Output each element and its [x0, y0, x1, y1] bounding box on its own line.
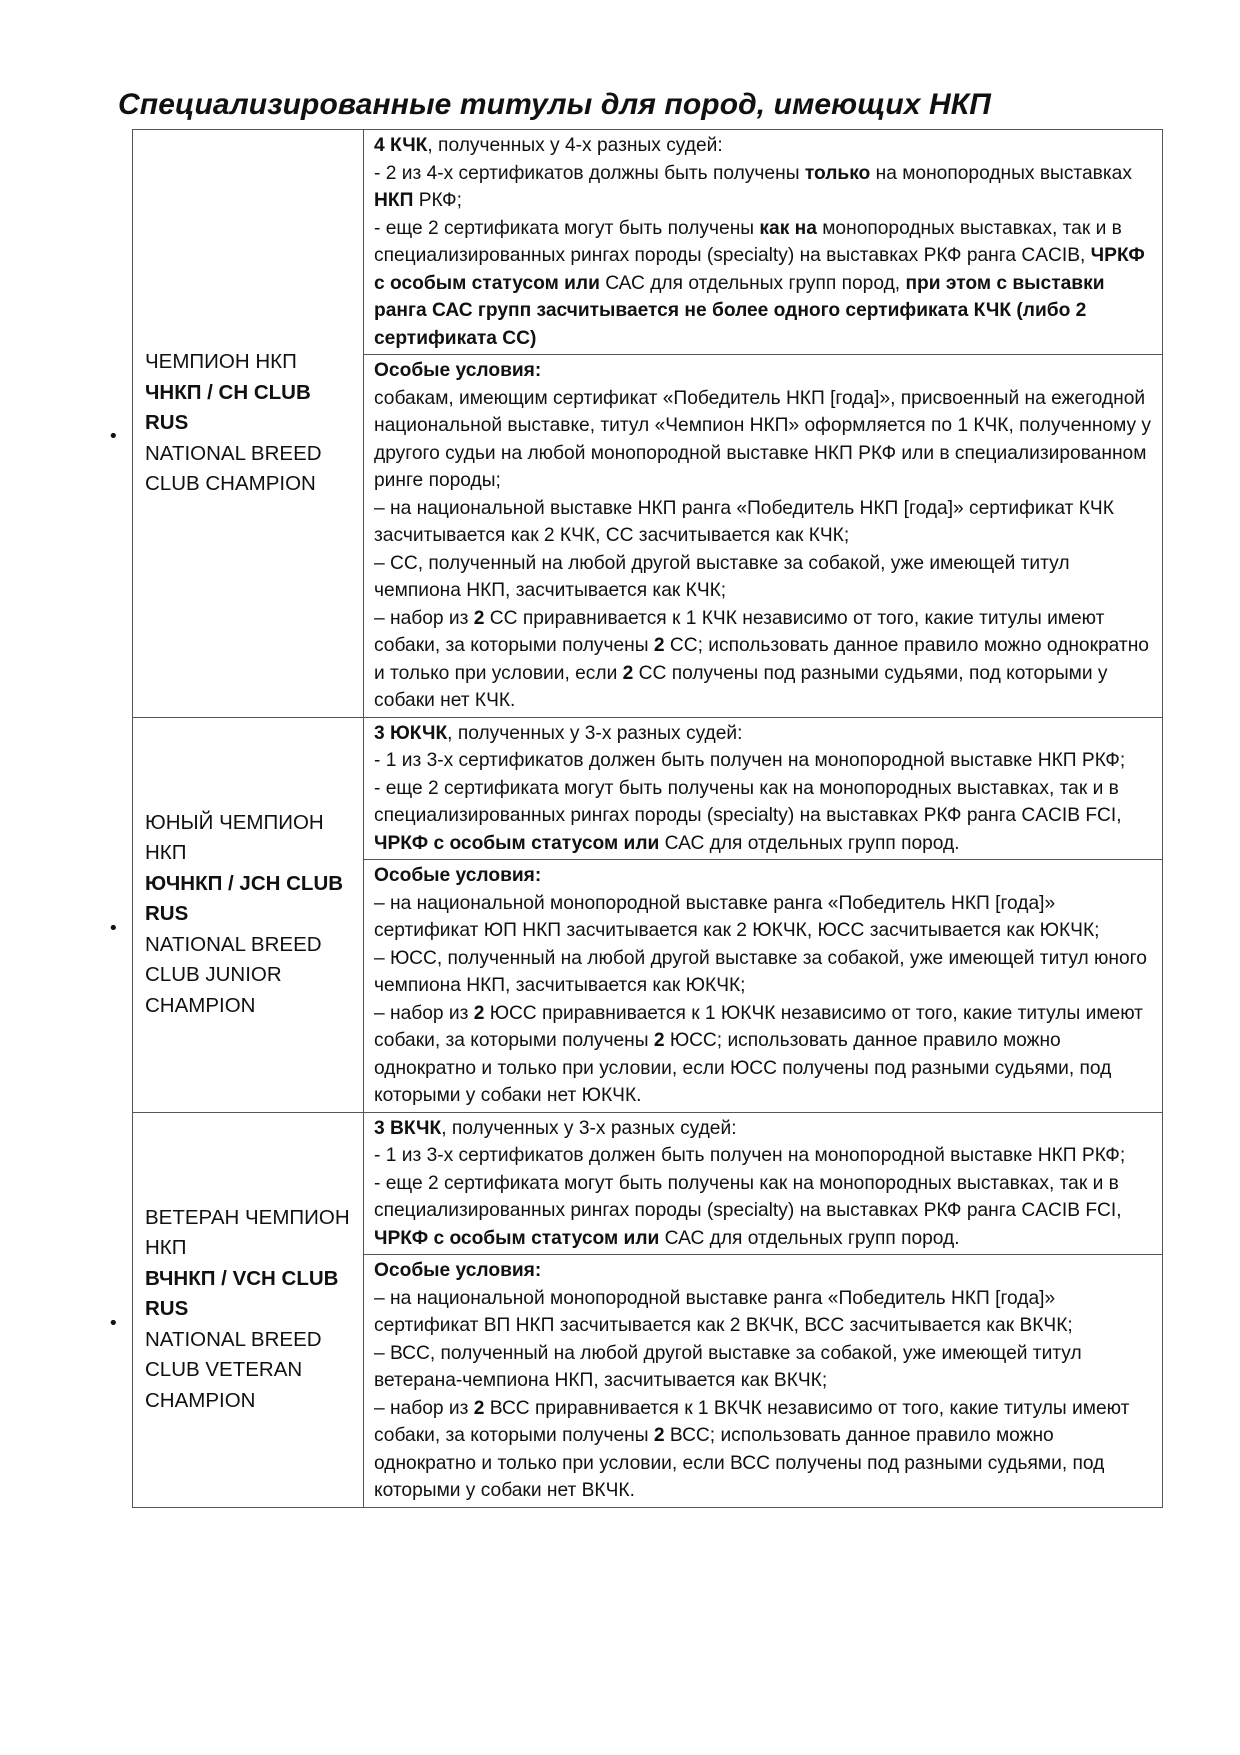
- requirement-paragraph: [374, 775, 1154, 858]
- requirement-paragraph: [374, 720, 1154, 748]
- bold-text-run: ЧРКФ с особым статусом или: [374, 832, 660, 854]
- special-condition-paragraph: [374, 1340, 1154, 1395]
- title-name-cell: [133, 130, 364, 718]
- text-run: – на национальной монопородной выставке ранга «Победитель НКП [года]» сертификат ЮП НКП засчитывается как 2 ЮКЧК, ЮСС засчитывается как ЮКЧК;: [374, 892, 1100, 941]
- special-condition-paragraph: [374, 495, 1154, 550]
- requirement-paragraph: [374, 1170, 1154, 1253]
- title-name-en: NATIONAL BREED CLUB JUNIOR CHAMPION: [145, 932, 322, 1017]
- bold-text-run: Особые условия:: [374, 865, 542, 886]
- text-run: РКФ;: [413, 190, 462, 211]
- text-run: , полученных у 3-х разных судей:: [447, 722, 743, 744]
- title-name-cell: [133, 717, 364, 1112]
- title-name-en: NATIONAL BREED CLUB CHAMPION: [145, 441, 322, 495]
- bold-text-run: при этом с выставки ранга САС групп засчитывается не более одного сертификата КЧК (либо 2 сертификата СС): [374, 272, 1105, 349]
- bold-text-run: 4 КЧК: [374, 135, 428, 156]
- special-conditions-cell: [364, 1255, 1163, 1508]
- text-run: - 1 из 3-х сертификатов должен быть получен на монопородной выставке НКП РКФ;: [374, 1145, 1126, 1166]
- title-abbreviation: ЮЧНКП / JCH CLUB RUS: [145, 871, 344, 926]
- special-condition-paragraph: [374, 890, 1154, 945]
- text-run: – ВСС, полученный на любой другой выставке за собакой, уже имеющей титул ветерана-чемпиона НКП, засчитывается как ВКЧК;: [374, 1342, 1082, 1391]
- title-row-veteran-champion: [133, 1112, 1163, 1255]
- bold-text-run: 2: [622, 662, 634, 684]
- title-name-ru: ВЕТЕРАН ЧЕМПИОН НКП: [145, 1205, 350, 1260]
- special-condition-paragraph: [374, 385, 1154, 495]
- bold-text-run: 2: [473, 607, 485, 629]
- special-conditions-cell: [364, 355, 1163, 718]
- text-run: ЮСС; использовать данное правило можно однократно и только при условии, если ЮСС получены под разными судьями, под которыми у собаки нет ЮКЧК.: [374, 1030, 1112, 1106]
- bold-text-run: 2: [473, 1397, 485, 1419]
- bold-text-run: ЧРКФ с особым статусом или: [374, 1227, 660, 1249]
- text-run: ЮСС приравнивается к 1 ЮКЧК независимо от того, какие титулы имеют собаки, за которыми получены: [374, 1002, 1143, 1051]
- text-run: – СС, полученный на любой другой выставке за собакой, уже имеющей титул чемпиона НКП, засчитывается как КЧК;: [374, 552, 1070, 601]
- title-abbreviation: ЧНКП / CH CLUB RUS: [145, 380, 311, 434]
- text-run: ВСС приравнивается к 1 ВКЧК независимо от того, какие титулы имеют собаки, за которыми получены: [374, 1397, 1130, 1446]
- requirements-cell: [364, 1112, 1163, 1255]
- special-condition-paragraph: [374, 550, 1154, 605]
- requirement-paragraph: [374, 132, 1154, 160]
- text-run: САС для отдельных групп пород.: [659, 832, 960, 854]
- text-run: САС для отдельных групп пород,: [599, 272, 906, 294]
- bold-text-run: 2: [653, 635, 665, 656]
- text-run: – набор из: [374, 1002, 474, 1024]
- requirement-paragraph: [374, 747, 1154, 775]
- text-run: СС; использовать данное правило можно однократно и только при условии, если: [374, 635, 1149, 684]
- special-condition-paragraph: [374, 1000, 1154, 1110]
- bold-text-run: Особые условия:: [374, 360, 542, 381]
- text-run: , полученных у 4-х разных судей:: [427, 135, 723, 156]
- bold-text-run: 2: [653, 1425, 665, 1446]
- title-name-cell: [133, 1112, 364, 1507]
- text-run: собакам, имеющим сертификат «Победитель НКП [года]», присвоенный на ежегодной национальной выставке, титул «Чемпион НКП» оформляется по 1 КЧК, полученному у другого судьи на любой монопородной выставке НКП РКФ или в специализированном ринге породы;: [374, 387, 1152, 491]
- special-conditions-heading: [374, 357, 1154, 385]
- text-run: – набор из: [374, 607, 474, 629]
- list-bullet-icon: •: [108, 917, 119, 939]
- text-run: СС приравнивается к 1 КЧК независимо от того, какие титулы имеют собаки, за которыми получены: [374, 607, 1105, 656]
- special-condition-paragraph: [374, 1285, 1154, 1340]
- special-condition-paragraph: [374, 1395, 1154, 1505]
- requirement-paragraph: [374, 215, 1154, 353]
- text-run: - еще 2 сертификата могут быть получены как на монопородных выставках, так и в специализированных рингах породы (specialty) на выставках РКФ ранга CACIB FCI,: [374, 777, 1122, 826]
- special-condition-paragraph: [374, 605, 1154, 715]
- bold-text-run: НКП: [374, 190, 414, 211]
- text-run: - еще 2 сертификата могут быть получены как на монопородных выставках, так и в специализированных рингах породы (specialty) на выставках РКФ ранга CACIB FCI,: [374, 1172, 1122, 1221]
- special-condition-paragraph: [374, 945, 1154, 1000]
- special-conditions-cell: [364, 860, 1163, 1113]
- special-conditions-heading: [374, 862, 1154, 890]
- text-run: – на национальной монопородной выставке ранга «Победитель НКП [года]» сертификат ВП НКП засчитывается как 2 ВКЧК, ВСС засчитывается как ВКЧК;: [374, 1287, 1073, 1336]
- text-run: монопородных выставках, так и в специализированных рингах породы (specialty) на выставках РКФ ранга CACIB,: [374, 217, 1122, 266]
- text-run: - 1 из 3-х сертификатов должен быть получен на монопородной выставке НКП РКФ;: [374, 750, 1126, 771]
- bold-text-run: Особые условия:: [374, 1260, 542, 1281]
- requirement-paragraph: [374, 160, 1154, 215]
- bold-text-run: 2: [473, 1002, 485, 1024]
- bold-text-run: 2: [653, 1030, 665, 1051]
- special-conditions-heading: [374, 1257, 1154, 1285]
- list-bullet-icon: •: [108, 426, 119, 448]
- bold-text-run: только: [804, 162, 871, 184]
- requirement-paragraph: [374, 1142, 1154, 1170]
- list-bullet-icon: •: [108, 1312, 119, 1334]
- title-name-ru: ЧЕМПИОН НКП: [145, 350, 297, 373]
- text-run: на монопородных выставках: [870, 162, 1132, 184]
- text-run: ВСС; использовать данное правило можно однократно и только при условии, если ВСС получены под разными судьями, под которыми у собаки нет ВКЧК.: [374, 1425, 1105, 1501]
- bold-text-run: 3 ЮКЧК: [374, 722, 448, 744]
- bold-text-run: 3 ВКЧК: [374, 1117, 442, 1139]
- text-run: - еще 2 сертификата могут быть получены: [374, 217, 760, 239]
- title-abbreviation: ВЧНКП / VCH CLUB RUS: [145, 1266, 339, 1321]
- requirements-cell: [364, 130, 1163, 355]
- title-name-en: NATIONAL BREED CLUB VETERAN CHAMPION: [145, 1327, 322, 1412]
- title-row-champion: [133, 130, 1163, 355]
- text-run: – на национальной выставке НКП ранга «Победитель НКП [года]» сертификат КЧК засчитывается как 2 КЧК, СС засчитывается как КЧК;: [374, 497, 1114, 546]
- titles-table: [132, 129, 1163, 1508]
- title-name-ru: ЮНЫЙ ЧЕМПИОН НКП: [145, 810, 324, 865]
- requirement-paragraph: [374, 1115, 1154, 1143]
- bold-text-run: ЧРКФ с особым статусом или: [374, 245, 1145, 294]
- requirements-cell: [364, 717, 1163, 860]
- text-run: , полученных у 3-х разных судей:: [441, 1117, 737, 1139]
- text-run: САС для отдельных групп пород.: [659, 1227, 960, 1249]
- text-run: СС получены под разными судьями, под которыми у собаки нет КЧК.: [374, 662, 1108, 711]
- title-row-junior-champion: [133, 717, 1163, 860]
- text-run: - 2 из 4-х сертификатов должны быть получены: [374, 162, 805, 184]
- text-run: – набор из: [374, 1397, 474, 1419]
- page-title: Специализированные титулы для пород, имеющих НКП: [118, 88, 991, 121]
- text-run: – ЮСС, полученный на любой другой выставке за собакой, уже имеющей титул юного чемпиона НКП, засчитывается как ЮКЧК;: [374, 947, 1147, 996]
- bold-text-run: как на: [759, 217, 817, 239]
